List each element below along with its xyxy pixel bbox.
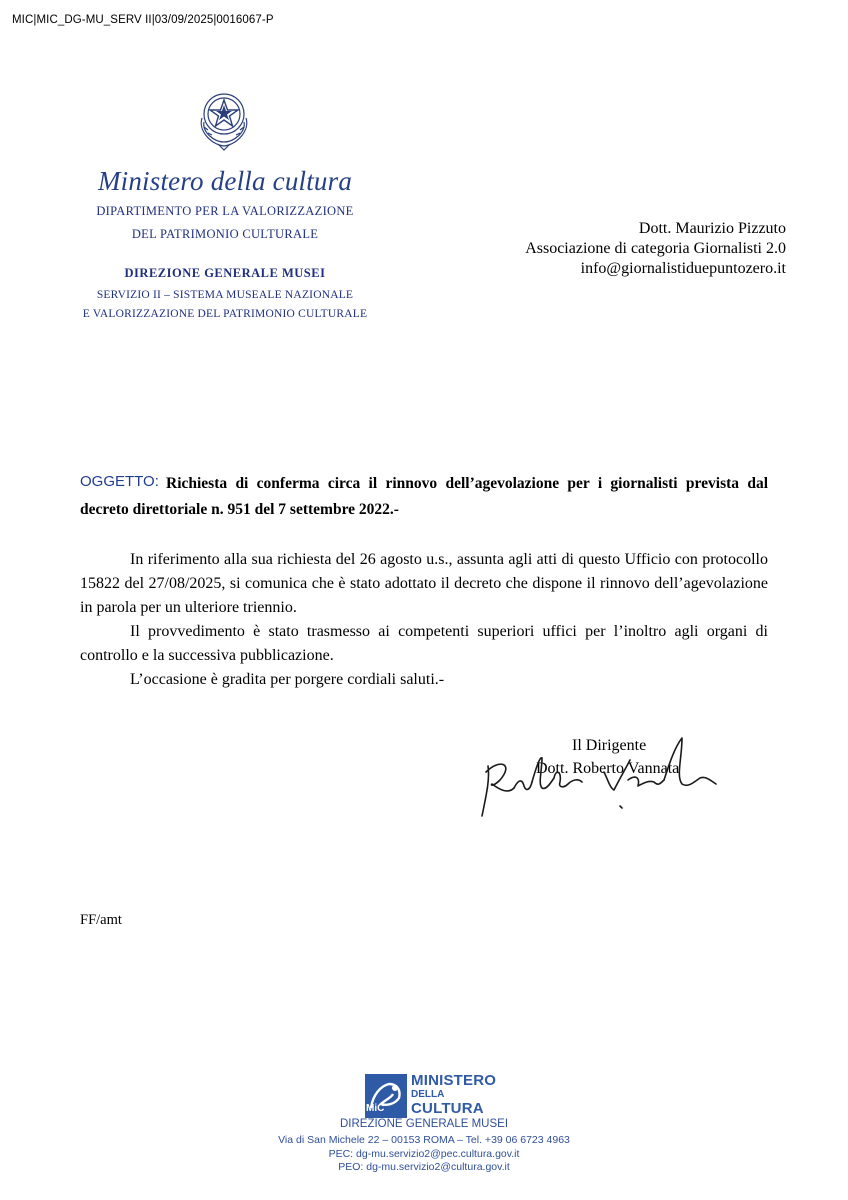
- footer-peo: PEO: dg-mu.servizio2@cultura.gov.it: [338, 1161, 510, 1173]
- department-line-2: DEL PATRIMONIO CULTURALE: [131, 227, 319, 241]
- ministry-name: Ministero della cultura: [97, 166, 353, 196]
- signatory-name: Dott. Roberto Vannata: [536, 760, 680, 777]
- logo-text-della: DELLA: [411, 1089, 445, 1100]
- recipient-organization: Associazione di categoria Giornalisti 2.0: [525, 240, 786, 257]
- footer-directorate: DIREZIONE GENERALE MUSEI: [339, 1118, 509, 1130]
- directorate-title: DIREZIONE GENERALE MUSEI: [124, 266, 326, 280]
- body-paragraph-2: Il provvedimento è stato trasmesso ai competenti superiori uffici per l’inoltro agli organi di controllo e la successiva pubblicazione.: [80, 623, 768, 664]
- subject-label: OGGETTO:: [80, 473, 159, 490]
- subject-text: Richiesta di conferma circa il rinnovo dell’agevolazione per i giornalisti prevista dal decreto direttoriale n. 951 del 7 settembre 2022.-: [80, 475, 768, 518]
- service-line-1: SERVIZIO II – SISTEMA MUSEALE NAZIONALE: [96, 289, 354, 301]
- reference-initials: FF/amt: [80, 912, 122, 928]
- mic-logo: [365, 1072, 495, 1120]
- body-paragraph-3: L’occasione è gradita per porgere cordiali saluti.-: [130, 671, 445, 688]
- logo-text-ministero: MINISTERO: [411, 1072, 497, 1089]
- italian-republic-emblem-icon: [188, 80, 260, 152]
- handwritten-signature: [470, 728, 730, 828]
- footer-address: Via di San Michele 22 – 00153 ROMA – Tel. +39 06 6723 4963: [278, 1134, 570, 1146]
- signatory-title: Il Dirigente: [572, 737, 647, 754]
- logo-text-cultura: CULTURA: [411, 1100, 484, 1117]
- body-paragraph-1: In riferimento alla sua richiesta del 26 agosto u.s., assunta agli atti di questo Ufficio con protocollo 15822 del 27/08/2025, si comunica che è stato adottato il decreto che dispone il rinnovo dell’agevolazione in parola per un ulteriore triennio.: [80, 551, 768, 616]
- department-line-1: DIPARTIMENTO PER LA VALORIZZAZIONE: [96, 204, 354, 218]
- mic-logo-mark-text: MiC: [366, 1103, 385, 1114]
- protocol-number: MIC|MIC_DG-MU_SERV II|03/09/2025|0016067-P: [12, 14, 274, 26]
- footer-pec: PEC: dg-mu.servizio2@pec.cultura.gov.it: [328, 1148, 520, 1160]
- recipient-email: info@giornalistiduepuntozero.it: [580, 260, 786, 277]
- recipient-name: Dott. Maurizio Pizzuto: [638, 220, 786, 237]
- service-line-2: E VALORIZZAZIONE DEL PATRIMONIO CULTURALE: [82, 308, 368, 320]
- letter-body: [80, 548, 768, 692]
